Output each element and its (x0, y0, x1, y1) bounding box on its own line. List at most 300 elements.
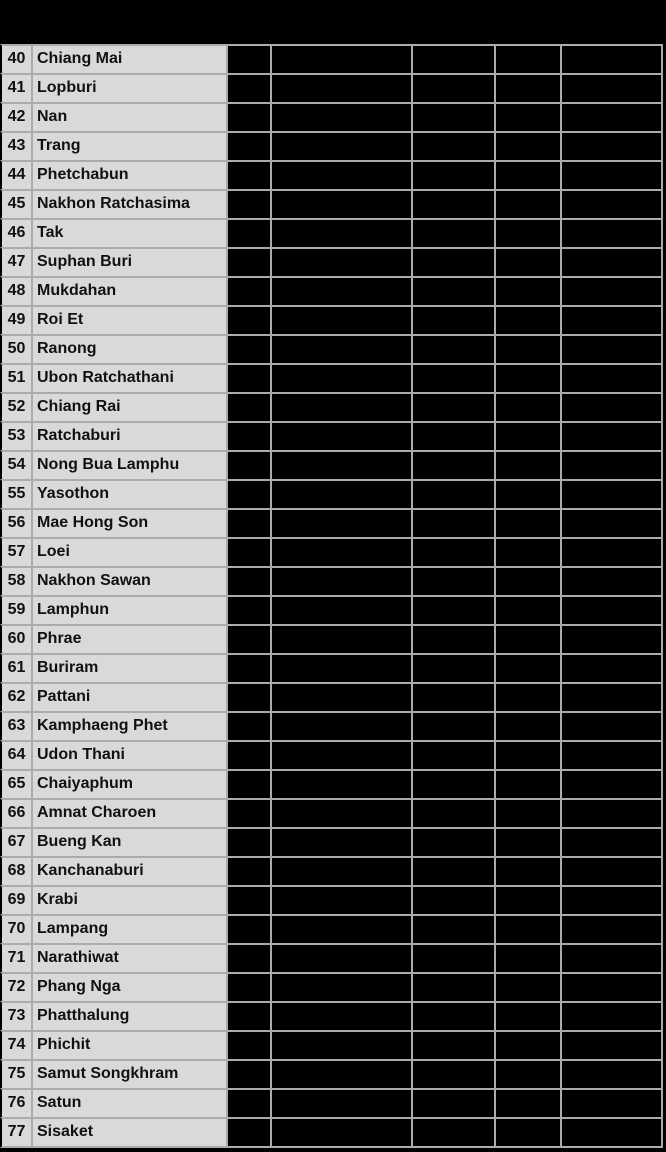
data-cell (270, 1059, 411, 1088)
data-cell (560, 73, 663, 102)
data-cell (560, 421, 663, 450)
data-cell (226, 44, 270, 73)
data-cell (270, 160, 411, 189)
table-row (0, 44, 663, 73)
province-name-cell: Samut Songkhram (31, 1059, 226, 1088)
data-cell (270, 566, 411, 595)
data-cell (226, 972, 270, 1001)
data-cell (494, 102, 560, 131)
table-row (0, 682, 663, 711)
province-name-cell: Krabi (31, 885, 226, 914)
data-cell (494, 508, 560, 537)
data-cell (494, 247, 560, 276)
rank-cell: 42 (0, 102, 31, 131)
table-row (0, 160, 663, 189)
data-cell (411, 711, 494, 740)
data-cell (560, 131, 663, 160)
data-cell (411, 885, 494, 914)
rank-cell: 75 (0, 1059, 31, 1088)
table-row (0, 798, 663, 827)
rank-cell: 61 (0, 653, 31, 682)
data-cell (560, 1059, 663, 1088)
data-cell (494, 798, 560, 827)
data-cell (560, 305, 663, 334)
data-cell (494, 653, 560, 682)
data-cell (226, 102, 270, 131)
data-cell (494, 421, 560, 450)
rank-cell: 45 (0, 189, 31, 218)
data-cell (560, 247, 663, 276)
province-name-cell: Chaiyaphum (31, 769, 226, 798)
data-cell (494, 392, 560, 421)
rank-cell: 63 (0, 711, 31, 740)
data-cell (270, 305, 411, 334)
table-row (0, 1088, 663, 1117)
data-cell (270, 827, 411, 856)
data-cell (494, 537, 560, 566)
data-cell (226, 798, 270, 827)
data-cell (411, 392, 494, 421)
data-cell (560, 334, 663, 363)
data-cell (494, 943, 560, 972)
data-cell (494, 914, 560, 943)
data-cell (226, 537, 270, 566)
province-name-cell: Loei (31, 537, 226, 566)
province-ranking-table (0, 44, 663, 1148)
data-cell (411, 247, 494, 276)
data-cell (411, 740, 494, 769)
rank-cell: 74 (0, 1030, 31, 1059)
data-cell (226, 73, 270, 102)
table-row (0, 1117, 663, 1148)
data-cell (226, 450, 270, 479)
data-cell (226, 479, 270, 508)
data-cell (560, 740, 663, 769)
data-cell (560, 1001, 663, 1030)
rank-cell: 65 (0, 769, 31, 798)
data-cell (560, 189, 663, 218)
table-row (0, 1001, 663, 1030)
data-cell (560, 914, 663, 943)
data-cell (560, 44, 663, 73)
data-cell (411, 914, 494, 943)
province-name-cell: Amnat Charoen (31, 798, 226, 827)
data-cell (411, 189, 494, 218)
province-name-cell: Tak (31, 218, 226, 247)
rank-cell: 57 (0, 537, 31, 566)
rank-cell: 55 (0, 479, 31, 508)
data-cell (411, 1059, 494, 1088)
table-row (0, 566, 663, 595)
data-cell (226, 421, 270, 450)
data-cell (494, 450, 560, 479)
data-cell (560, 1088, 663, 1117)
data-cell (226, 160, 270, 189)
province-name-cell: Mae Hong Son (31, 508, 226, 537)
data-cell (226, 595, 270, 624)
data-cell (494, 856, 560, 885)
rank-cell: 62 (0, 682, 31, 711)
province-name-cell: Ubon Ratchathani (31, 363, 226, 392)
province-name-cell: Nong Bua Lamphu (31, 450, 226, 479)
rank-cell: 73 (0, 1001, 31, 1030)
province-name-cell: Kanchanaburi (31, 856, 226, 885)
data-cell (560, 595, 663, 624)
province-name-cell: Phichit (31, 1030, 226, 1059)
province-name-cell: Trang (31, 131, 226, 160)
data-cell (411, 73, 494, 102)
data-cell (411, 566, 494, 595)
data-cell (411, 1001, 494, 1030)
data-cell (270, 624, 411, 653)
data-cell (560, 102, 663, 131)
data-cell (560, 885, 663, 914)
province-name-cell: Lampang (31, 914, 226, 943)
data-cell (494, 479, 560, 508)
data-cell (411, 943, 494, 972)
data-cell (411, 1088, 494, 1117)
rank-cell: 44 (0, 160, 31, 189)
data-cell (270, 189, 411, 218)
table-row (0, 392, 663, 421)
table-row (0, 131, 663, 160)
data-cell (226, 1088, 270, 1117)
data-cell (270, 363, 411, 392)
table-row (0, 827, 663, 856)
data-cell (411, 508, 494, 537)
data-cell (270, 131, 411, 160)
rank-cell: 76 (0, 1088, 31, 1117)
data-cell (226, 740, 270, 769)
data-cell (494, 44, 560, 73)
rank-cell: 52 (0, 392, 31, 421)
data-cell (560, 537, 663, 566)
province-name-cell: Nakhon Sawan (31, 566, 226, 595)
province-name-cell: Mukdahan (31, 276, 226, 305)
rank-cell: 49 (0, 305, 31, 334)
data-cell (411, 334, 494, 363)
data-cell (270, 769, 411, 798)
rank-cell: 51 (0, 363, 31, 392)
province-name-cell: Narathiwat (31, 943, 226, 972)
rank-cell: 46 (0, 218, 31, 247)
data-cell (270, 392, 411, 421)
table-row (0, 769, 663, 798)
data-cell (226, 943, 270, 972)
table-row (0, 856, 663, 885)
data-cell (494, 885, 560, 914)
table-row (0, 740, 663, 769)
rank-cell: 69 (0, 885, 31, 914)
data-cell (494, 566, 560, 595)
table-row (0, 711, 663, 740)
data-cell (411, 44, 494, 73)
data-cell (270, 740, 411, 769)
table-row (0, 421, 663, 450)
data-cell (270, 885, 411, 914)
table-header-band (0, 0, 666, 44)
table-row (0, 479, 663, 508)
province-name-cell: Kamphaeng Phet (31, 711, 226, 740)
table-row (0, 508, 663, 537)
province-name-cell: Lopburi (31, 73, 226, 102)
data-cell (411, 305, 494, 334)
data-cell (411, 363, 494, 392)
data-cell (411, 160, 494, 189)
data-cell (270, 537, 411, 566)
data-cell (270, 798, 411, 827)
data-cell (411, 827, 494, 856)
data-cell (411, 131, 494, 160)
province-name-cell: Pattani (31, 682, 226, 711)
data-cell (270, 653, 411, 682)
rank-cell: 68 (0, 856, 31, 885)
data-cell (560, 1030, 663, 1059)
rank-cell: 43 (0, 131, 31, 160)
data-cell (226, 508, 270, 537)
data-cell (411, 682, 494, 711)
data-cell (494, 827, 560, 856)
rank-cell: 54 (0, 450, 31, 479)
table-row (0, 537, 663, 566)
data-cell (560, 943, 663, 972)
data-cell (270, 218, 411, 247)
data-cell (560, 392, 663, 421)
table-row (0, 334, 663, 363)
table-row (0, 218, 663, 247)
province-name-cell: Ranong (31, 334, 226, 363)
data-cell (494, 769, 560, 798)
data-cell (226, 218, 270, 247)
data-cell (494, 740, 560, 769)
data-cell (411, 218, 494, 247)
data-cell (411, 537, 494, 566)
table-row (0, 450, 663, 479)
data-cell (560, 624, 663, 653)
data-cell (270, 972, 411, 1001)
data-cell (270, 73, 411, 102)
province-name-cell: Yasothon (31, 479, 226, 508)
province-name-cell: Ratchaburi (31, 421, 226, 450)
province-name-cell: Chiang Rai (31, 392, 226, 421)
table-row (0, 247, 663, 276)
table-row (0, 189, 663, 218)
data-cell (411, 972, 494, 1001)
data-cell (270, 856, 411, 885)
province-name-cell: Phatthalung (31, 1001, 226, 1030)
rank-cell: 40 (0, 44, 31, 73)
data-cell (226, 392, 270, 421)
rank-cell: 60 (0, 624, 31, 653)
rank-cell: 58 (0, 566, 31, 595)
data-cell (226, 566, 270, 595)
province-name-cell: Satun (31, 1088, 226, 1117)
data-cell (270, 682, 411, 711)
rank-cell: 67 (0, 827, 31, 856)
table-row (0, 943, 663, 972)
province-name-cell: Udon Thani (31, 740, 226, 769)
province-name-cell: Chiang Mai (31, 44, 226, 73)
table-row (0, 363, 663, 392)
table-row (0, 1059, 663, 1088)
table-row (0, 595, 663, 624)
data-cell (560, 769, 663, 798)
data-cell (270, 943, 411, 972)
province-name-cell: Sisaket (31, 1117, 226, 1148)
data-cell (226, 334, 270, 363)
data-cell (411, 1117, 494, 1148)
province-name-cell: Bueng Kan (31, 827, 226, 856)
data-cell (411, 769, 494, 798)
table-row (0, 102, 663, 131)
rank-cell: 41 (0, 73, 31, 102)
data-cell (560, 218, 663, 247)
table-row (0, 276, 663, 305)
data-cell (226, 711, 270, 740)
rank-cell: 48 (0, 276, 31, 305)
data-cell (226, 189, 270, 218)
province-name-cell: Buriram (31, 653, 226, 682)
data-cell (226, 653, 270, 682)
data-cell (560, 363, 663, 392)
data-cell (226, 247, 270, 276)
data-cell (270, 595, 411, 624)
data-cell (270, 450, 411, 479)
data-cell (560, 682, 663, 711)
data-cell (560, 479, 663, 508)
data-cell (270, 247, 411, 276)
province-name-cell: Lamphun (31, 595, 226, 624)
data-cell (494, 1059, 560, 1088)
data-cell (560, 972, 663, 1001)
province-name-cell: Nakhon Ratchasima (31, 189, 226, 218)
data-cell (494, 276, 560, 305)
data-cell (411, 421, 494, 450)
province-name-cell: Nan (31, 102, 226, 131)
data-cell (270, 102, 411, 131)
data-cell (226, 1001, 270, 1030)
data-cell (411, 595, 494, 624)
data-cell (560, 711, 663, 740)
table-row (0, 73, 663, 102)
rank-cell: 71 (0, 943, 31, 972)
data-cell (270, 711, 411, 740)
data-cell (494, 334, 560, 363)
data-cell (494, 189, 560, 218)
data-cell (226, 769, 270, 798)
data-cell (494, 305, 560, 334)
data-cell (494, 218, 560, 247)
data-cell (494, 363, 560, 392)
rank-cell: 77 (0, 1117, 31, 1148)
data-cell (494, 1088, 560, 1117)
data-cell (226, 131, 270, 160)
data-cell (270, 44, 411, 73)
table-row (0, 624, 663, 653)
rank-cell: 64 (0, 740, 31, 769)
data-cell (226, 1117, 270, 1148)
data-cell (494, 711, 560, 740)
table-row (0, 1030, 663, 1059)
data-cell (494, 131, 560, 160)
data-cell (560, 276, 663, 305)
data-cell (560, 827, 663, 856)
data-cell (270, 479, 411, 508)
data-cell (494, 972, 560, 1001)
data-cell (560, 566, 663, 595)
rank-cell: 47 (0, 247, 31, 276)
data-cell (411, 624, 494, 653)
data-cell (270, 1030, 411, 1059)
data-cell (411, 102, 494, 131)
data-cell (270, 508, 411, 537)
data-cell (226, 682, 270, 711)
data-cell (226, 1030, 270, 1059)
data-cell (226, 885, 270, 914)
rank-cell: 59 (0, 595, 31, 624)
province-name-cell: Phetchabun (31, 160, 226, 189)
rank-cell: 53 (0, 421, 31, 450)
rank-cell: 50 (0, 334, 31, 363)
table-row (0, 305, 663, 334)
data-cell (226, 305, 270, 334)
rank-cell: 56 (0, 508, 31, 537)
data-cell (270, 914, 411, 943)
data-cell (226, 914, 270, 943)
data-cell (560, 856, 663, 885)
rank-cell: 72 (0, 972, 31, 1001)
data-cell (226, 1059, 270, 1088)
data-cell (494, 160, 560, 189)
data-cell (494, 682, 560, 711)
data-cell (411, 479, 494, 508)
table-row (0, 885, 663, 914)
data-cell (226, 624, 270, 653)
data-cell (560, 160, 663, 189)
data-cell (226, 856, 270, 885)
province-name-cell: Phang Nga (31, 972, 226, 1001)
data-cell (411, 276, 494, 305)
province-name-cell: Suphan Buri (31, 247, 226, 276)
data-cell (270, 1088, 411, 1117)
data-cell (411, 450, 494, 479)
province-name-cell: Phrae (31, 624, 226, 653)
province-name-cell: Roi Et (31, 305, 226, 334)
data-cell (411, 798, 494, 827)
data-cell (270, 334, 411, 363)
table-row (0, 972, 663, 1001)
data-cell (226, 363, 270, 392)
data-cell (494, 1030, 560, 1059)
data-cell (560, 798, 663, 827)
table-row (0, 653, 663, 682)
data-cell (270, 1117, 411, 1148)
data-cell (226, 276, 270, 305)
data-cell (270, 276, 411, 305)
data-cell (494, 1117, 560, 1148)
rank-cell: 70 (0, 914, 31, 943)
data-cell (560, 508, 663, 537)
data-cell (494, 1001, 560, 1030)
data-cell (411, 653, 494, 682)
data-cell (494, 595, 560, 624)
data-cell (560, 450, 663, 479)
data-cell (226, 827, 270, 856)
data-cell (494, 624, 560, 653)
data-cell (560, 653, 663, 682)
data-cell (270, 421, 411, 450)
data-cell (411, 1030, 494, 1059)
